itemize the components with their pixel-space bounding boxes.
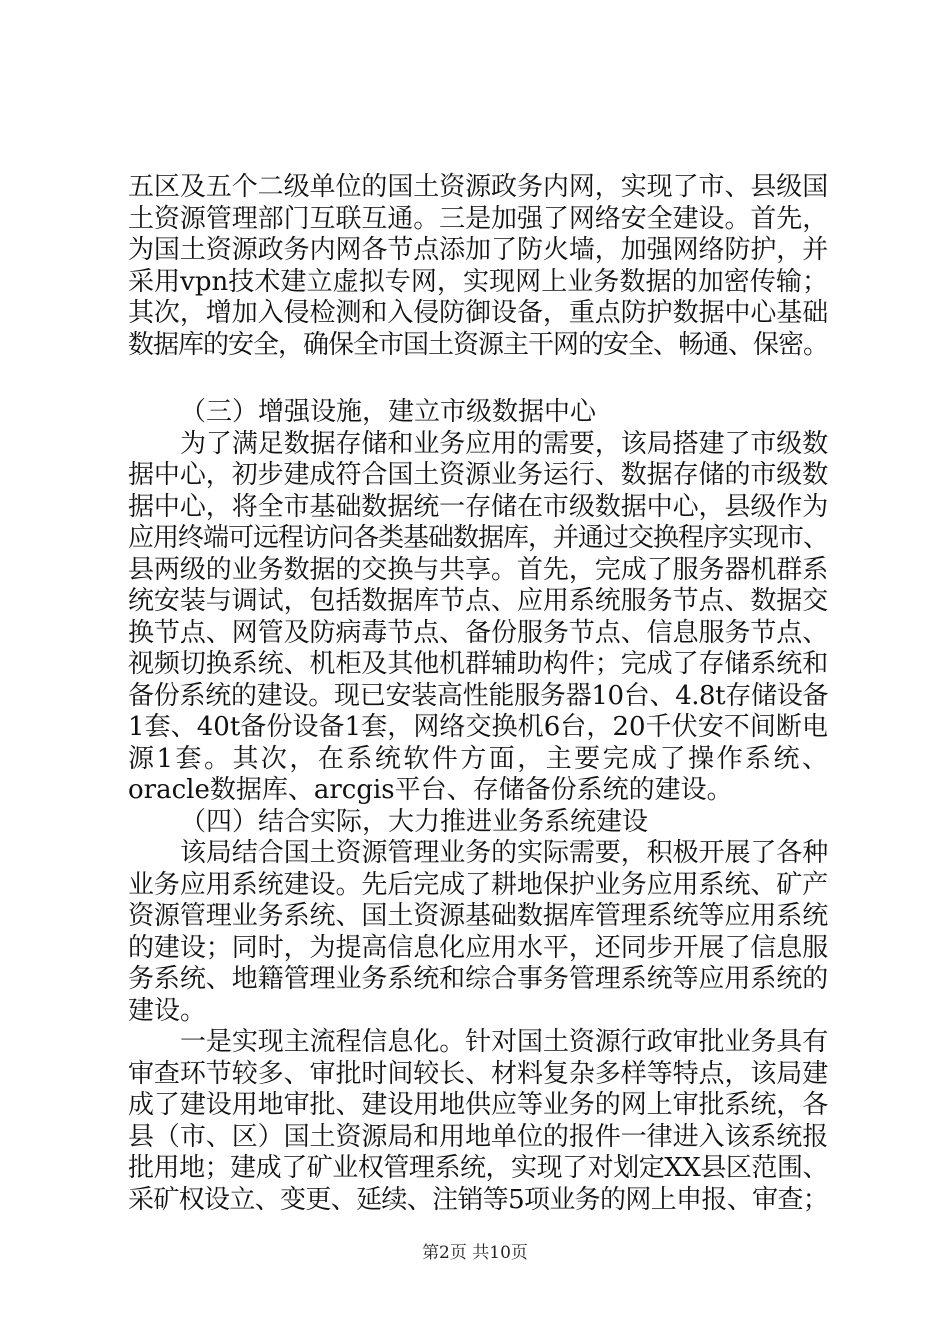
- text-line: 采矿权设立、变更、延续、注销等5项业务的网上申报、审查；: [128, 1184, 828, 1215]
- paragraph-main-process: [128, 1027, 828, 1216]
- text-line: 为国土资源政务内网各节点添加了防火墙，加强网络防护，并: [128, 235, 828, 265]
- text-line: 审查环节较多、审批时间较长、材料复杂多样等特点，该局建: [128, 1058, 828, 1089]
- text-line: 建设。: [128, 995, 207, 1026]
- text-line: 采用vpn技术建立虚拟专网，实现网上业务数据的加密传输；: [128, 266, 828, 297]
- text-line: 1套、40t备份设备1套，网络交换机6台，20千伏安不间断电: [128, 712, 828, 742]
- text-line: 县两级的业务数据的交换与共享。首先，完成了服务器机群系: [128, 554, 828, 585]
- text-line: 其次，增加入侵检测和入侵防御设备，重点防护数据中心基础: [128, 298, 828, 328]
- document-body: [128, 172, 828, 1216]
- text-line: 一是实现主流程信息化。针对国土资源行政审批业务具有: [180, 1027, 828, 1057]
- text-line: 据中心，将全市基础数据统一存储在市级数据中心，县级作为: [128, 491, 828, 522]
- paragraph-data-center: [128, 429, 828, 807]
- text-line: 务系统、地籍管理业务系统和综合事务管理系统等应用系统的: [128, 964, 828, 994]
- paragraph-business-systems: [128, 838, 828, 1027]
- text-line: 的建设；同时，为提高信息化应用水平，还同步开展了信息服: [128, 932, 828, 963]
- text-line: 批用地；建成了矿业权管理系统，实现了对划定XX县区范围、: [128, 1153, 828, 1183]
- text-line: 五区及五个二级单位的国土资源政务内网，实现了市、县级国: [128, 172, 828, 202]
- section-heading-3: （三）增强设施，建立市级数据中心: [180, 397, 597, 427]
- section-heading-4: （四）结合实际，大力推进业务系统建设: [180, 806, 649, 837]
- page-number-footer: 第2页 共10页: [422, 1243, 528, 1263]
- text-line: 该局结合国土资源管理业务的实际需要，积极开展了各种: [180, 838, 828, 868]
- paragraph-network: [128, 172, 828, 361]
- text-line: 应用终端可远程访问各类基础数据库，并通过交换程序实现市、: [128, 523, 829, 553]
- text-line: 业务应用系统建设。先后完成了耕地保护业务应用系统、矿产: [128, 869, 828, 900]
- text-line: 统安装与调试，包括数据库节点、应用系统服务节点、数据交: [128, 586, 828, 616]
- text-line: 换节点、网管及防病毒节点、备份服务节点、信息服务节点、: [128, 617, 828, 648]
- text-line: 县（市、区）国土资源局和用地单位的报件一律进入该系统报: [128, 1121, 828, 1152]
- text-line: 备份系统的建设。现已安装高性能服务器10台、4.8t存储设备: [128, 680, 828, 711]
- text-line: 据中心，初步建成符合国土资源业务运行、数据存储的市级数: [128, 460, 828, 490]
- text-line: oracle数据库、arcgis平台、存储备份系统的建设。: [128, 775, 733, 805]
- text-line: 视频切换系统、机柜及其他机群辅助构件；完成了存储系统和: [128, 649, 828, 679]
- text-line: 为了满足数据存储和业务应用的需要，该局搭建了市级数: [180, 428, 828, 459]
- text-line: 土资源管理部门互联互通。三是加强了网络安全建设。首先，: [128, 203, 828, 234]
- text-line: 源1套。其次，在系统软件方面，主要完成了操作系统、: [128, 743, 828, 774]
- text-line: 成了建设用地审批、建设用地供应等业务的网上审批系统，各: [128, 1090, 828, 1120]
- text-line: 数据库的安全，确保全市国土资源主干网的安全、畅通、保密。: [128, 329, 829, 360]
- paragraph-gap: [128, 361, 828, 397]
- text-line: 资源管理业务系统、国土资源基础数据库管理系统等应用系统: [128, 901, 828, 931]
